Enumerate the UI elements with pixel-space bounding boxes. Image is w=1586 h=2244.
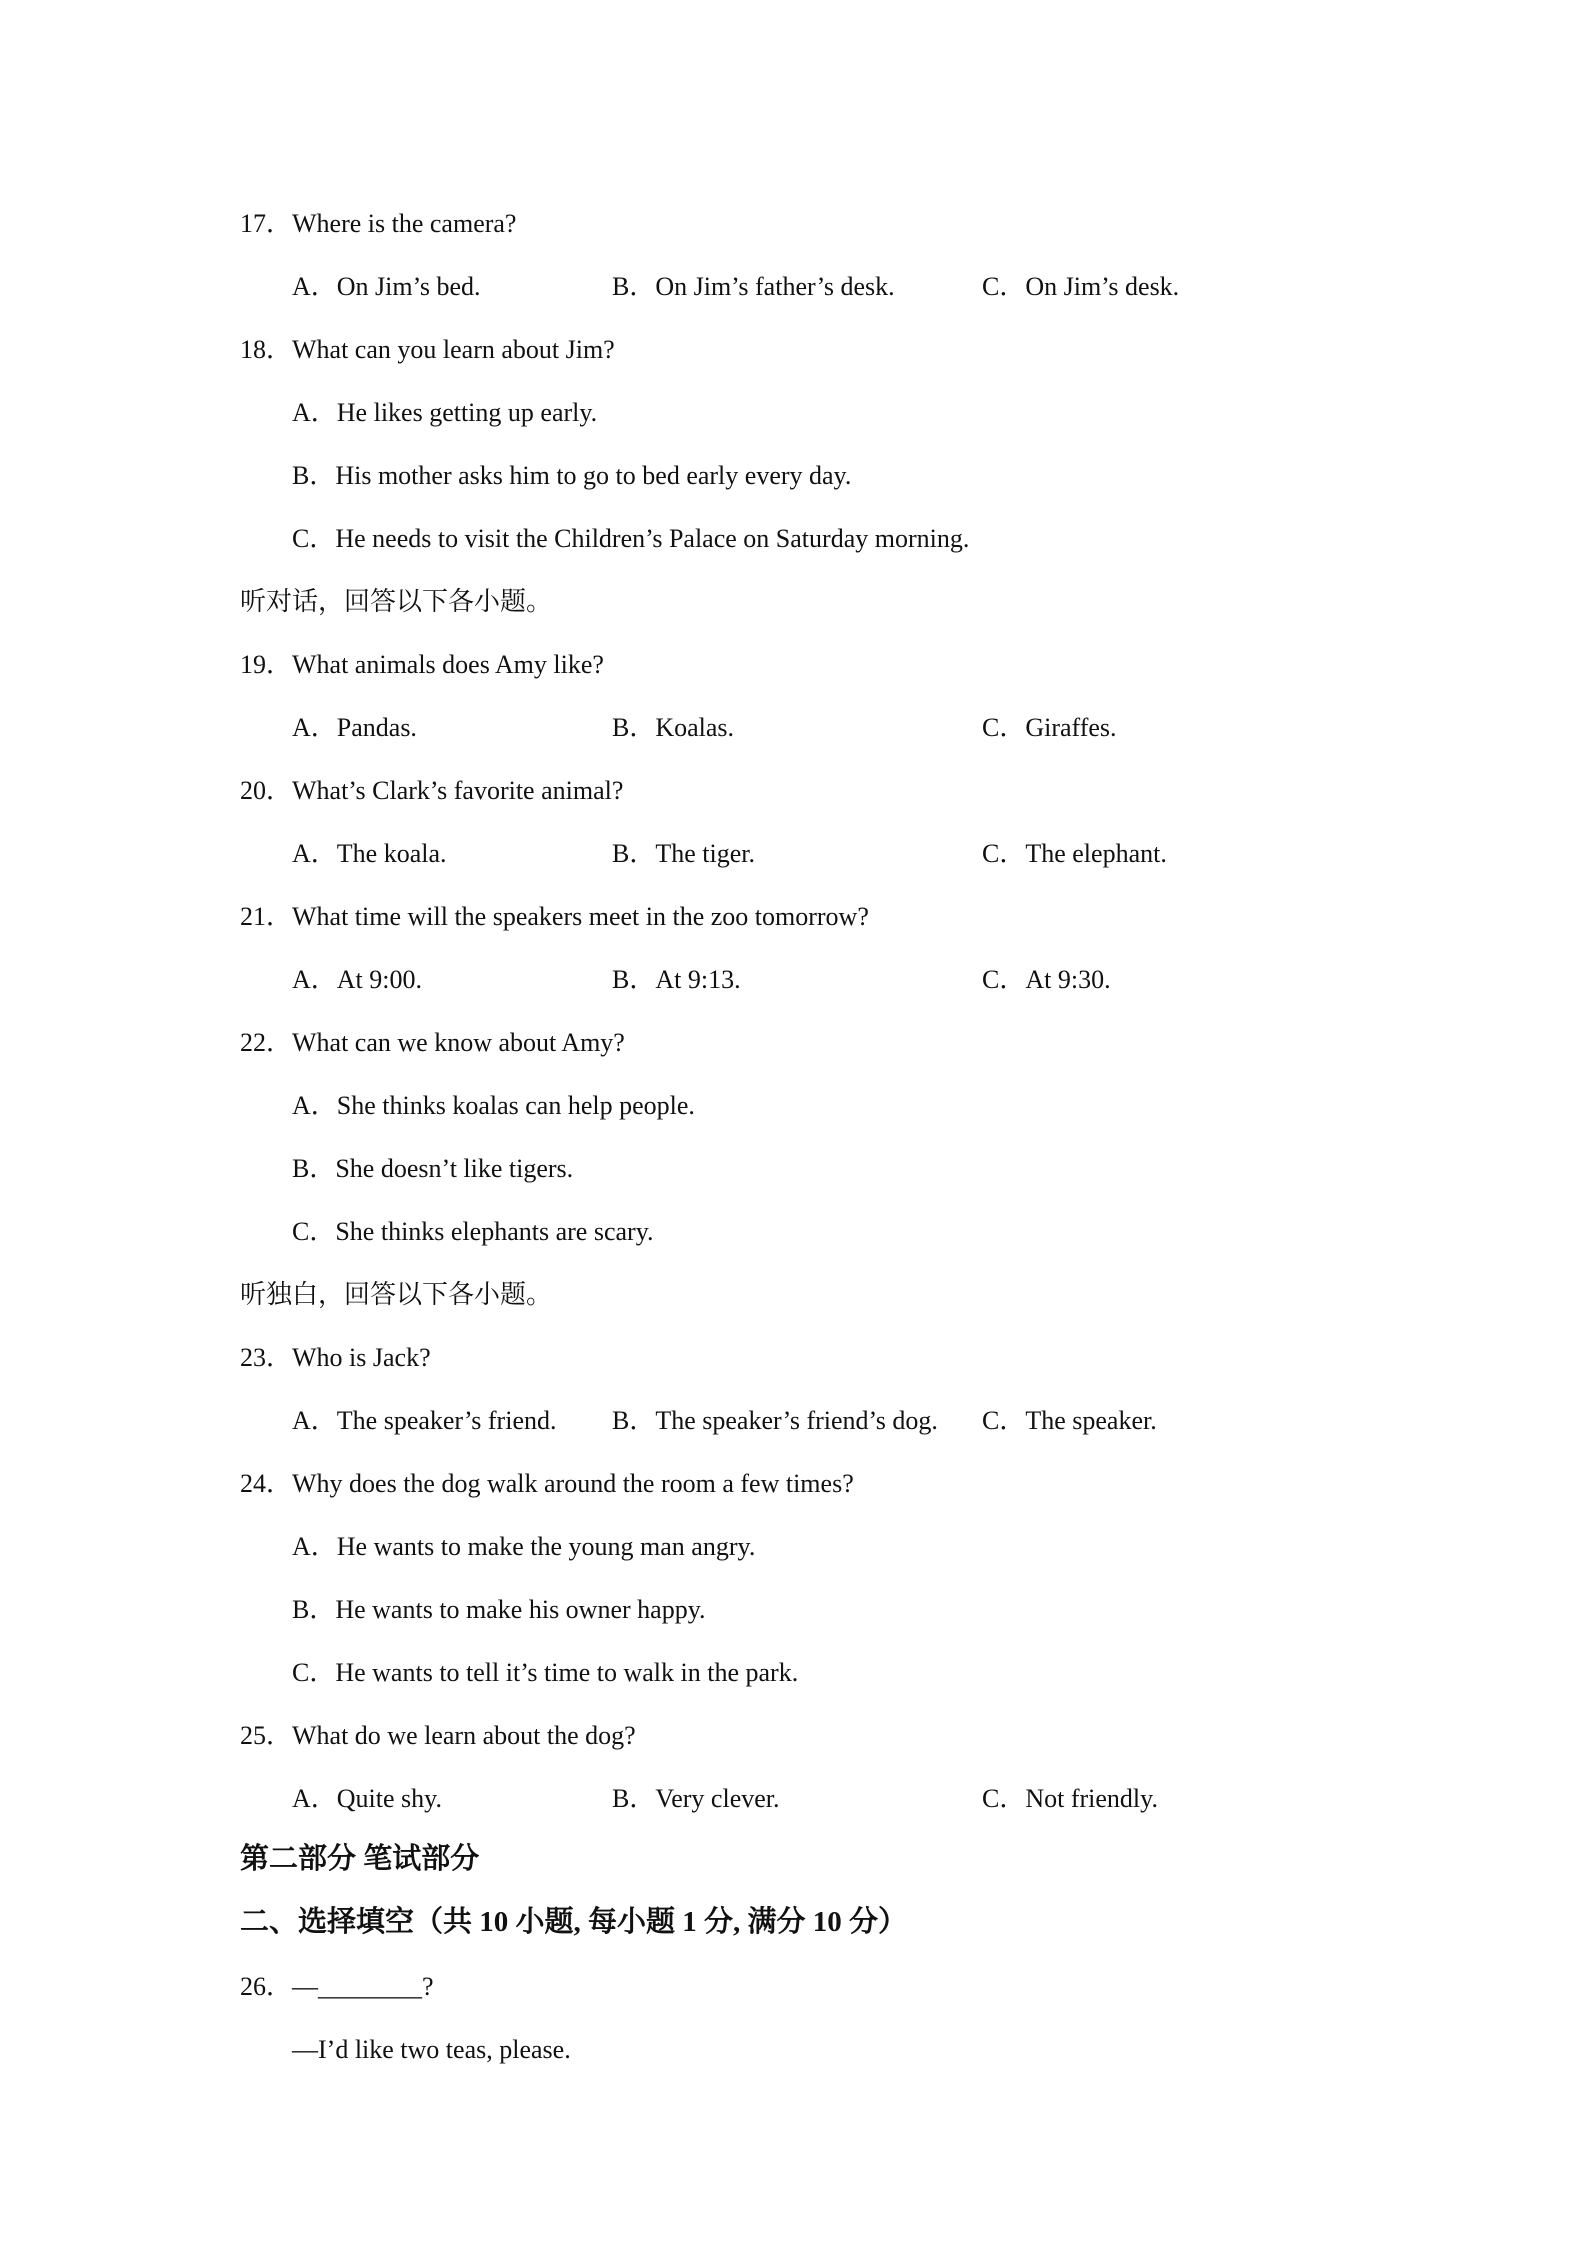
option-c: C．At 9:30.: [982, 965, 1111, 994]
section-instruction-dialogue: 听对话，回答以下各小题。: [240, 587, 553, 616]
option-c: C．He wants to tell it’s time to walk in the park.: [292, 1658, 799, 1687]
options-row-19: [0, 711, 1586, 745]
options-row-20: [0, 837, 1586, 871]
option-b: B．She doesn’t like tigers.: [292, 1154, 574, 1183]
question-22: 22．What can we know about Amy?: [240, 1028, 625, 1057]
option-c: C．She thinks elephants are scary.: [292, 1217, 654, 1246]
option-b: B．The tiger.: [612, 839, 755, 868]
option-b: B．At 9:13.: [612, 965, 741, 994]
option-b: B．On Jim’s father’s desk.: [612, 272, 895, 301]
question-21: 21．What time will the speakers meet in the zoo tomorrow?: [240, 902, 869, 931]
question-17: 17．Where is the camera?: [240, 209, 517, 238]
option-c: C．The speaker.: [982, 1406, 1157, 1435]
question-19: 19．What animals does Amy like?: [240, 650, 604, 679]
question-18: 18．What can you learn about Jim?: [240, 335, 615, 364]
option-c: C．He needs to visit the Children’s Palace on Saturday morning.: [292, 524, 970, 553]
option-a: A．Quite shy.: [292, 1784, 442, 1813]
option-a: A．He likes getting up early.: [292, 398, 598, 427]
option-b: B．Very clever.: [612, 1784, 780, 1813]
option-b: B．Koalas.: [612, 713, 735, 742]
question-23: 23．Who is Jack?: [240, 1343, 431, 1372]
option-a: A．Pandas.: [292, 713, 417, 742]
option-c: C．Not friendly.: [982, 1784, 1158, 1813]
subsection-heading: 二、选择填空（共 10 小题, 每小题 1 分, 满分 10 分）: [240, 1906, 908, 1938]
option-a: A．The koala.: [292, 839, 447, 868]
option-c: C．Giraffes.: [982, 713, 1117, 742]
option-c: C．On Jim’s desk.: [982, 272, 1180, 301]
option-a: A．On Jim’s bed.: [292, 272, 481, 301]
options-row-21: [0, 963, 1586, 997]
question-26: 26．—________?: [240, 1972, 434, 2001]
option-b: B．The speaker’s friend’s dog.: [612, 1406, 938, 1435]
option-a: A．She thinks koalas can help people.: [292, 1091, 695, 1120]
option-a: A．He wants to make the young man angry.: [292, 1532, 756, 1561]
options-row-23: [0, 1404, 1586, 1438]
answer-line: —I’d like two teas, please.: [292, 2035, 571, 2064]
question-20: 20．What’s Clark’s favorite animal?: [240, 776, 624, 805]
question-24: 24．Why does the dog walk around the room a few times?: [240, 1469, 854, 1498]
option-a: A．At 9:00.: [292, 965, 423, 994]
option-c: C．The elephant.: [982, 839, 1167, 868]
option-a: A．The speaker’s friend.: [292, 1406, 557, 1435]
section-instruction-monologue: 听独白，回答以下各小题。: [240, 1280, 553, 1309]
option-b: B．His mother asks him to go to bed early every day.: [292, 461, 852, 490]
option-b: B．He wants to make his owner happy.: [292, 1595, 706, 1624]
options-row-17: [0, 270, 1586, 304]
options-row-25: [0, 1782, 1586, 1816]
part-heading: 第二部分 笔试部分: [240, 1843, 480, 1875]
question-25: 25．What do we learn about the dog?: [240, 1721, 636, 1750]
